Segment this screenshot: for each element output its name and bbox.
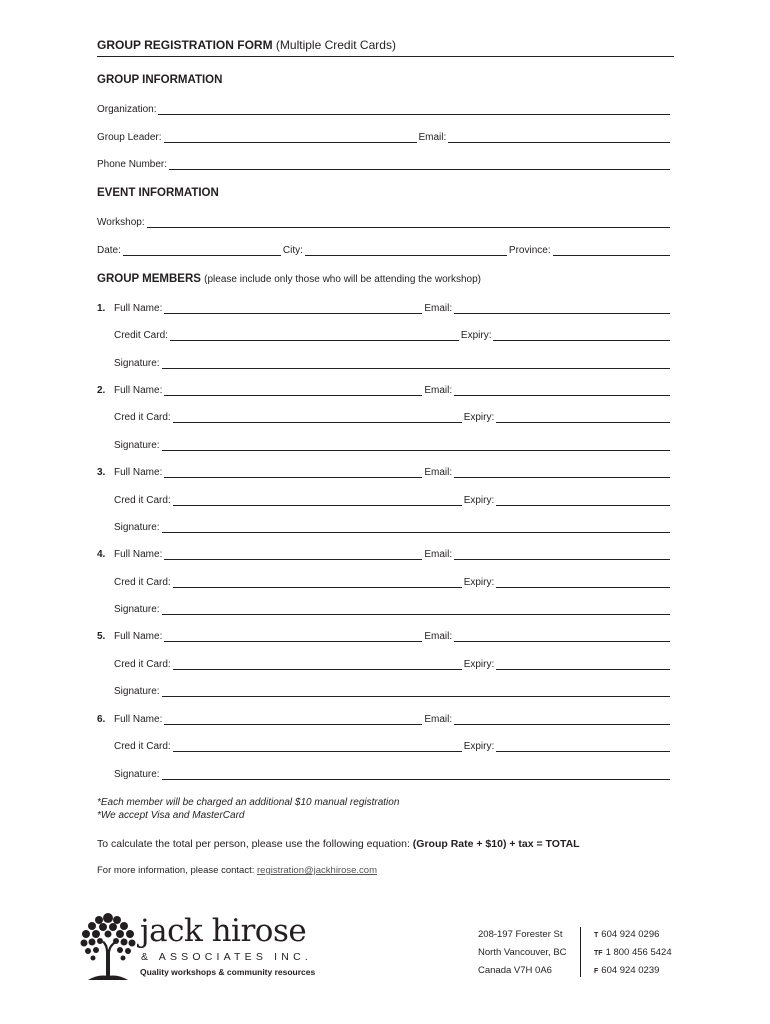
email-label: Email: bbox=[424, 385, 453, 396]
group-information-heading: GROUP INFORMATION bbox=[97, 74, 223, 86]
expiry-label: Expiry: bbox=[463, 741, 495, 752]
calculation-text: To calculate the total per person, please use the following equation: bbox=[97, 838, 413, 850]
member-4-signature-row bbox=[114, 602, 672, 616]
brand-tagline: Quality workshops & community resources bbox=[140, 967, 316, 977]
credit-card-field[interactable] bbox=[173, 668, 462, 670]
footer-divider bbox=[580, 927, 581, 977]
member-number: 2. bbox=[97, 385, 106, 396]
credit-card-label: Cred it Card: bbox=[114, 495, 171, 506]
member-1-name-row bbox=[97, 301, 672, 315]
expiry-field[interactable] bbox=[496, 668, 670, 670]
form-title-sub: (Multiple Credit Cards) bbox=[275, 38, 396, 52]
member-3-card-row bbox=[114, 493, 672, 507]
credit-card-label: Cred it Card: bbox=[114, 741, 171, 752]
credit-card-label: Cred it Card: bbox=[114, 412, 171, 423]
member-2-name-row bbox=[97, 383, 672, 397]
full-name-field[interactable] bbox=[164, 723, 422, 725]
member-4-card-row bbox=[114, 575, 672, 589]
signature-field[interactable] bbox=[162, 449, 670, 451]
full-name-label: Full Name: bbox=[114, 467, 163, 478]
expiry-label: Expiry: bbox=[463, 659, 495, 670]
email-label: Email: bbox=[424, 303, 453, 314]
brand-subtitle: & ASSOCIATES INC. bbox=[141, 951, 312, 963]
member-5-signature-row bbox=[114, 684, 672, 698]
phone-value: 604 924 0296 bbox=[601, 929, 660, 940]
city-label: City: bbox=[282, 245, 303, 256]
phone-field[interactable] bbox=[169, 168, 670, 170]
email-label: Email: bbox=[424, 467, 453, 478]
member-6-name-row bbox=[97, 712, 672, 726]
expiry-label: Expiry: bbox=[460, 330, 492, 341]
email-label: Email: bbox=[424, 714, 453, 725]
member-3-signature-row bbox=[114, 520, 672, 534]
phone-label: Phone Number: bbox=[97, 159, 168, 170]
phone-value: 604 924 0239 bbox=[601, 965, 660, 976]
email-field[interactable] bbox=[454, 723, 670, 725]
signature-label: Signature: bbox=[114, 604, 160, 615]
expiry-field[interactable] bbox=[496, 750, 670, 752]
workshop-field[interactable] bbox=[147, 226, 670, 228]
expiry-field[interactable] bbox=[496, 586, 670, 588]
expiry-field[interactable] bbox=[496, 421, 670, 423]
member-number: 5. bbox=[97, 631, 106, 642]
member-number: 1. bbox=[97, 303, 106, 314]
event-information-heading: EVENT INFORMATION bbox=[97, 187, 219, 199]
email-label: Email: bbox=[424, 631, 453, 642]
workshop-label: Workshop: bbox=[97, 217, 145, 228]
contact-text: For more information, please contact: bbox=[97, 865, 257, 876]
tree-logo-icon bbox=[78, 910, 138, 982]
phone-row bbox=[97, 157, 672, 171]
email-field[interactable] bbox=[454, 476, 670, 478]
full-name-field[interactable] bbox=[164, 558, 422, 560]
signature-field[interactable] bbox=[162, 778, 670, 780]
organization-label: Organization: bbox=[97, 104, 157, 115]
address-line-1: 208-197 Forester St bbox=[478, 929, 563, 940]
email-field[interactable] bbox=[454, 640, 670, 642]
full-name-field[interactable] bbox=[164, 640, 422, 642]
member-1-signature-row bbox=[114, 356, 672, 370]
full-name-label: Full Name: bbox=[114, 303, 163, 314]
member-5-name-row bbox=[97, 629, 672, 643]
expiry-label: Expiry: bbox=[463, 412, 495, 423]
credit-card-field[interactable] bbox=[173, 586, 462, 588]
date-field[interactable] bbox=[123, 254, 281, 256]
brand-name: jack hirose bbox=[140, 913, 307, 949]
expiry-field[interactable] bbox=[496, 504, 670, 506]
member-1-card-row bbox=[114, 328, 672, 342]
date-label: Date: bbox=[97, 245, 121, 256]
full-name-field[interactable] bbox=[164, 312, 422, 314]
signature-field[interactable] bbox=[162, 367, 670, 369]
group-members-heading bbox=[97, 273, 481, 285]
form-title bbox=[97, 38, 674, 57]
charge-note: *Each member will be charged an additional $10 manual registration bbox=[97, 797, 400, 808]
signature-label: Signature: bbox=[114, 440, 160, 451]
signature-field[interactable] bbox=[162, 695, 670, 697]
group-members-note: (please include only those who will be attending the workshop) bbox=[204, 274, 481, 285]
phone-telephone bbox=[594, 929, 659, 940]
credit-card-field[interactable] bbox=[173, 421, 462, 423]
phone-key: TF bbox=[594, 950, 603, 957]
organization-field[interactable] bbox=[158, 113, 670, 115]
full-name-label: Full Name: bbox=[114, 549, 163, 560]
expiry-field[interactable] bbox=[493, 339, 670, 341]
expiry-label: Expiry: bbox=[463, 577, 495, 588]
credit-card-label: Cred it Card: bbox=[114, 659, 171, 670]
phone-key: F bbox=[594, 968, 599, 975]
member-6-signature-row bbox=[114, 767, 672, 781]
contact-email-link[interactable]: registration@jackhirose.com bbox=[257, 865, 377, 876]
email-label: Email: bbox=[424, 549, 453, 560]
group-leader-label: Group Leader: bbox=[97, 132, 162, 143]
full-name-field[interactable] bbox=[164, 394, 422, 396]
full-name-label: Full Name: bbox=[114, 385, 163, 396]
date-city-province-row bbox=[97, 243, 672, 257]
phone-tollfree bbox=[594, 947, 672, 958]
credit-card-label: Credit Card: bbox=[114, 330, 168, 341]
credit-card-field[interactable] bbox=[170, 339, 459, 341]
address-line-2: North Vancouver, BC bbox=[478, 947, 567, 958]
member-3-name-row bbox=[97, 465, 672, 479]
phone-key: T bbox=[594, 932, 599, 939]
credit-card-field[interactable] bbox=[173, 504, 462, 506]
credit-card-label: Cred it Card: bbox=[114, 577, 171, 588]
full-name-field[interactable] bbox=[164, 476, 422, 478]
calculation-equation: (Group Rate + $10) + tax = TOTAL bbox=[412, 838, 580, 850]
total-calculation bbox=[97, 838, 580, 850]
province-field[interactable] bbox=[553, 254, 670, 256]
member-2-card-row bbox=[114, 410, 672, 424]
signature-field[interactable] bbox=[162, 531, 670, 533]
signature-label: Signature: bbox=[114, 358, 160, 369]
organization-row bbox=[97, 102, 672, 116]
form-title-main: GROUP REGISTRATION FORM bbox=[97, 38, 273, 52]
city-field[interactable] bbox=[305, 254, 507, 256]
group-leader-field[interactable] bbox=[164, 141, 417, 143]
group-leader-email-label: Email: bbox=[418, 132, 447, 143]
address-line-3: Canada V7H 0A6 bbox=[478, 965, 552, 976]
full-name-label: Full Name: bbox=[114, 631, 163, 642]
signature-label: Signature: bbox=[114, 769, 160, 780]
contact-line bbox=[97, 865, 377, 876]
member-2-signature-row bbox=[114, 438, 672, 452]
member-4-name-row bbox=[97, 547, 672, 561]
group-members-title: GROUP MEMBERS bbox=[97, 273, 201, 285]
cards-note: *We accept Visa and MasterCard bbox=[97, 810, 245, 821]
member-number: 3. bbox=[97, 467, 106, 478]
group-leader-email-field[interactable] bbox=[448, 141, 670, 143]
phone-fax bbox=[594, 965, 659, 976]
member-number: 4. bbox=[97, 549, 106, 560]
group-leader-row bbox=[97, 130, 672, 144]
signature-label: Signature: bbox=[114, 686, 160, 697]
member-5-card-row bbox=[114, 657, 672, 671]
signature-field[interactable] bbox=[162, 613, 670, 615]
full-name-label: Full Name: bbox=[114, 714, 163, 725]
email-field[interactable] bbox=[454, 394, 670, 396]
workshop-row bbox=[97, 215, 672, 229]
signature-label: Signature: bbox=[114, 522, 160, 533]
credit-card-field[interactable] bbox=[173, 750, 462, 752]
email-field[interactable] bbox=[454, 558, 670, 560]
member-number: 6. bbox=[97, 714, 106, 725]
phone-value: 1 800 456 5424 bbox=[605, 947, 672, 958]
province-label: Province: bbox=[508, 245, 551, 256]
expiry-label: Expiry: bbox=[463, 495, 495, 506]
email-field[interactable] bbox=[454, 312, 670, 314]
member-6-card-row bbox=[114, 739, 672, 753]
